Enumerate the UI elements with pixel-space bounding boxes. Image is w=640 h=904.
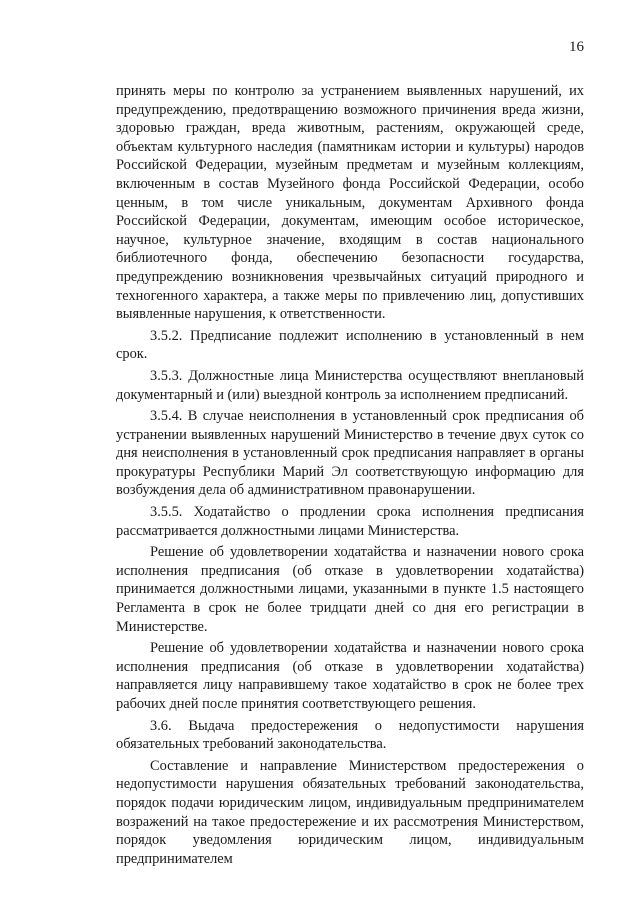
paragraph-decision-notice: Решение об удовлетворении ходатайства и назначении нового срока исполнения предписания (об отказе в удовлетворении ходатайства) направляется лицу направившему такое ходатайство в срок не более трех рабочих дней после принятия соответствующего решения. [116,640,584,712]
paragraph-decision-deadline: Решение об удовлетворении ходатайства и назначении нового срока исполнения предписания (об отказе в удовлетворении ходатайства) принимается должностными лицами, указанными в пункте 1.5 настоящего Регламента в срок не более тридцати дней со дня его регистрации в Министерстве. [116,544,584,635]
paragraph-3-5-4: 3.5.4. В случае неисполнения в установленный срок предписания об устранении выявленных нарушений Министерство в течение двух суток со дня неисполнения в установленный срок предписания направляет в органы прокуратуры Республики Марий Эл соответствующую информацию для возбуждения дела об административном правонарушении. [116,408,584,499]
paragraph-3-5-3: 3.5.3. Должностные лица Министерства осуществляют внеплановый документарный и (или) выездной контроль за исполнением предписаний. [116,367,584,403]
document-body [116,82,584,868]
paragraph-3-5-5: 3.5.5. Ходатайство о продлении срока исполнения предписания рассматривается должностными лицами Министерства. [116,504,584,539]
paragraph-3-6: 3.6. Выдача предостережения о недопустимости нарушения обязательных требований законодательства. [116,717,584,753]
page-number: 16 [569,39,584,55]
paragraph-3-5-2: 3.5.2. Предписание подлежит исполнению в установленный в нем срок. [116,327,584,363]
paragraph-continuation: принять меры по контролю за устранением выявленных нарушений, их предупреждению, предотвращению возможного причинения вреда жизни, здоровью граждан, вреда животным, растениям, окружающей среде, объектам культурного наследия (памятникам истории и культуры) народов Российской Федерации, музейным предметам и музейным коллекциям, включенным в состав Музейного фонда Российской Федерации, особо ценным, в том числе уникальным, документам Архивного фонда Российской Федерации, документам, имеющим особое историческое, научное, культурное значение, входящим в состав национального библиотечного фонда, обеспечению безопасности государства, предупреждению возникновения чрезвычайных ситуаций природного и техногенного характера, а также меры по привлечению лиц, допустивших выявленные нарушения, к ответственности. [116,83,584,323]
paragraph-warning-procedure: Составление и направление Министерством предостережения о недопустимости нарушения обязательных требований законодательства, порядок подачи юридическим лицом, индивидуальным предпринимателем возражений на такое предостережение и их рассмотрения Министерством, порядок уведомления юридическим лицом, индивидуальным предпринимателем [116,757,584,867]
